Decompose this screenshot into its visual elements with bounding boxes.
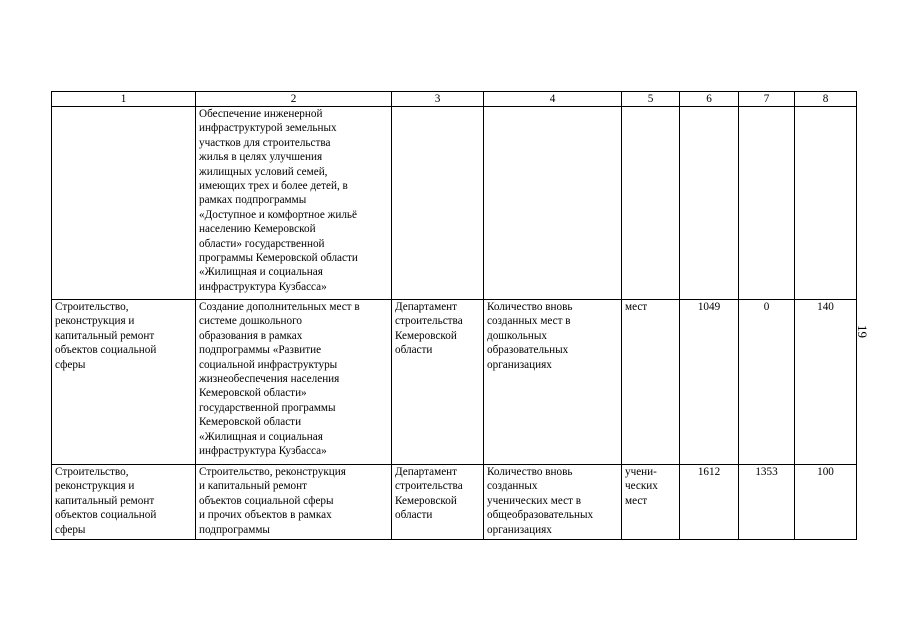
column-header-6: 6: [680, 92, 739, 107]
table-cell: Обеспечение инженерной инфраструктурой земельных участков для строительства жилья в целях улучшения жилищных условий семей, имеющих трех и более детей, в рамках подпрограммы «Доступное и комфортное жильё населению Кемеровской области» государственной программы Кемеровской области «Жилищная и социальная инфраструктура Кузбасса»: [196, 107, 392, 300]
table-cell: [392, 107, 484, 300]
table-cell: Количество вновь созданных ученических мест в общеобразовательных организациях: [484, 465, 622, 540]
column-header-1: 1: [52, 92, 196, 107]
table-cell: 1049: [680, 300, 739, 465]
table-cell: учени- ческих мест: [622, 465, 680, 540]
table-cell: 0: [739, 300, 795, 465]
table-cell: [622, 107, 680, 300]
table-cell: Строительство, реконструкция и капитальный ремонт объектов социальной сферы и прочих объектов в рамках подпрограммы: [196, 465, 392, 540]
column-header-7: 7: [739, 92, 795, 107]
table-cell: Департамент строительства Кемеровской области: [392, 465, 484, 540]
data-table: [51, 91, 857, 540]
table-cell: 1353: [739, 465, 795, 540]
table-cell: Строительство, реконструкция и капитальный ремонт объектов социальной сферы: [52, 465, 196, 540]
table-cell: Количество вновь созданных мест в дошкольных образовательных организациях: [484, 300, 622, 465]
table-cell: Создание дополнительных мест в системе дошкольного образования в рамках подпрограммы «Развитие социальной инфраструктуры жизнеобеспечения населения Кемеровской области» государственной программы Кемеровской области «Жилищная и социальная инфраструктура Кузбасса»: [196, 300, 392, 465]
table-cell: мест: [622, 300, 680, 465]
table-cell: [484, 107, 622, 300]
table-cell: Департамент строительства Кемеровской области: [392, 300, 484, 465]
column-header-5: 5: [622, 92, 680, 107]
table-cell: [739, 107, 795, 300]
table-cell: 100: [795, 465, 857, 540]
column-header-3: 3: [392, 92, 484, 107]
table-row: [52, 107, 857, 300]
table-cell: Строительство, реконструкция и капитальный ремонт объектов социальной сферы: [52, 300, 196, 465]
column-header-2: 2: [196, 92, 392, 107]
column-header-8: 8: [795, 92, 857, 107]
table-row: [52, 465, 857, 540]
table-cell: [52, 107, 196, 300]
table-header-row: [52, 92, 857, 107]
table-cell: [795, 107, 857, 300]
table-row: [52, 300, 857, 465]
table-cell: [680, 107, 739, 300]
column-header-4: 4: [484, 92, 622, 107]
table-cell: 1612: [680, 465, 739, 540]
page-number: 19: [855, 325, 870, 338]
table-cell: 140: [795, 300, 857, 465]
